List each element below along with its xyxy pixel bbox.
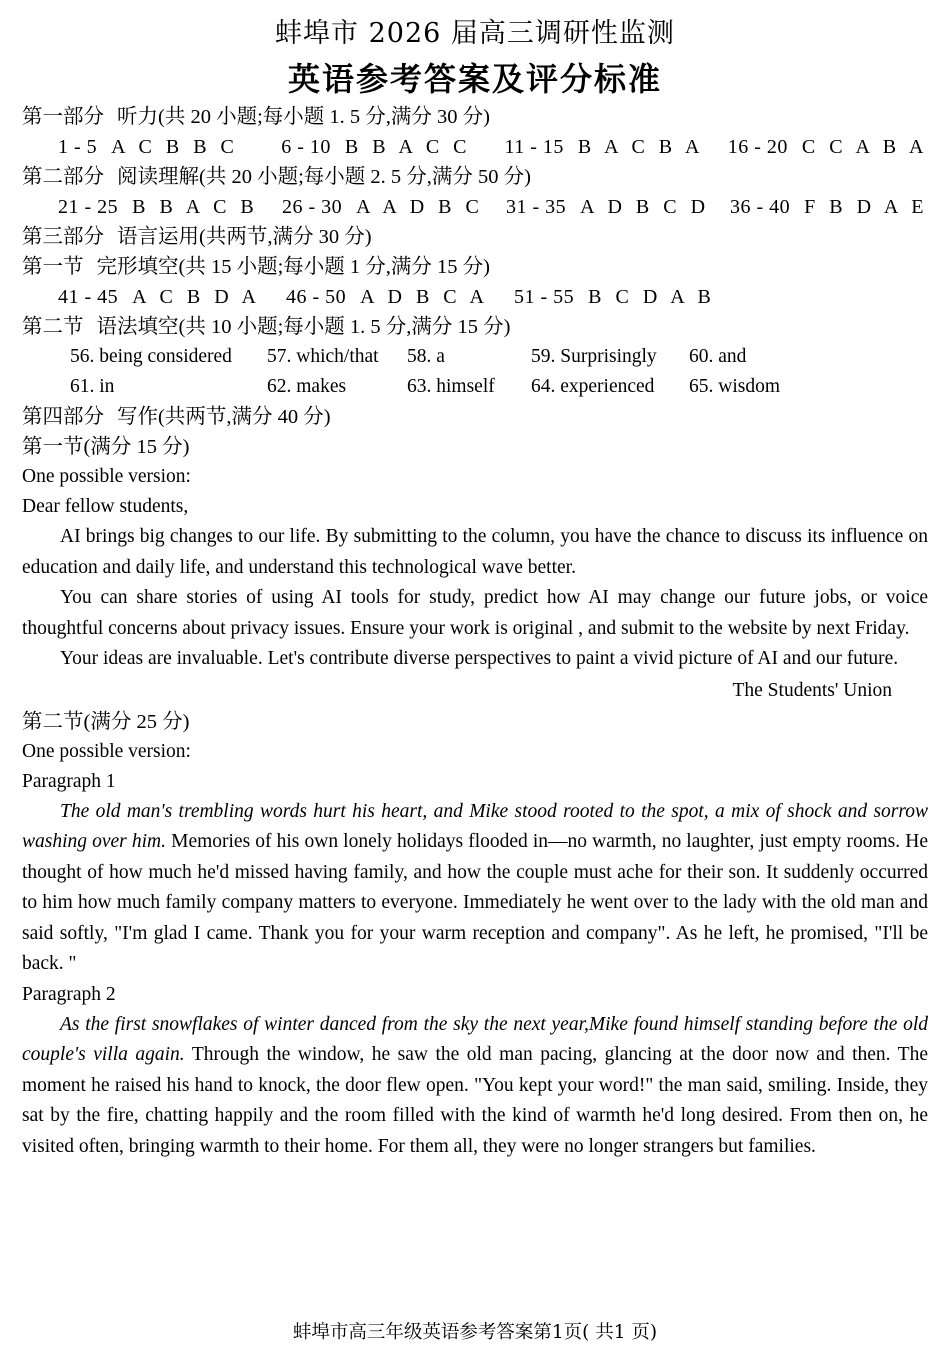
answer-group xyxy=(730,192,928,222)
answer-letters: B B A C C xyxy=(344,136,472,158)
grammar-answer-row xyxy=(22,372,928,402)
answer-letters: A D B C D xyxy=(580,196,710,218)
answer-letters: B A C B A xyxy=(577,136,704,158)
continuation-paragraph-1 xyxy=(22,797,928,980)
exam-title: 蚌埠市 2026 届高三调研性监测 xyxy=(275,18,675,49)
part4-heading-label: 第四部分 xyxy=(22,406,104,428)
grammar-answer: 63. himself xyxy=(407,376,495,397)
possible-version-label: One possible version: xyxy=(22,740,191,762)
answer-group xyxy=(58,132,281,162)
part3-heading-name: 语言运用(共两节,满分 30 分) xyxy=(117,226,372,248)
answer-range: 46 - 50 xyxy=(286,286,347,308)
answer-group xyxy=(282,192,506,222)
answer-range: 6 - 10 xyxy=(281,136,331,158)
answer-range: 1 - 5 xyxy=(58,136,98,158)
part2-heading-label: 第二部分 xyxy=(22,166,104,188)
part4-heading-name: 写作(共两节,满分 40 分) xyxy=(117,406,331,428)
letter-paragraph: AI brings big changes to our life. By submitting to the column, you have the chance to discuss its influence on education and daily life, and understand this technological wave better. xyxy=(22,526,928,578)
grammar-answer: 62. makes xyxy=(267,376,347,397)
part3-section1-label: 第一节 xyxy=(22,256,84,278)
grammar-answer: 64. experienced xyxy=(531,376,655,397)
answer-range: 31 - 35 xyxy=(505,196,567,218)
part4-heading xyxy=(22,402,928,432)
answer-group xyxy=(58,282,286,312)
answer-range: 16 - 20 xyxy=(727,136,788,158)
paragraph1-label: Paragraph 1 xyxy=(22,770,116,792)
answer-range: 36 - 40 xyxy=(729,196,791,218)
answer-group xyxy=(58,192,282,222)
letter-body xyxy=(22,522,928,675)
page-footer: 蚌埠市高三年级英语参考答案第1页( 共1 页) xyxy=(292,1322,658,1343)
possible-version-label: One possible version: xyxy=(22,466,191,487)
continuation-paragraph-2 xyxy=(22,1010,928,1163)
answer-range: 26 - 30 xyxy=(281,196,343,218)
paragraph1-lead-sentence: The old man's trembling words hurt his heart, and Mike stood rooted to the spot, a mix of shock and sorrow washing over him. xyxy=(22,800,928,852)
answer-letters: B B A C B xyxy=(132,196,259,218)
cloze-answer-row xyxy=(22,282,928,312)
page-title: 英语参考答案及评分标准 xyxy=(287,61,662,97)
answer-group xyxy=(728,132,928,162)
part3-section1-heading xyxy=(22,252,928,282)
answer-letters: F B D A E xyxy=(804,196,928,218)
part4-section1-heading: 第一节(满分 15 分) xyxy=(22,436,190,458)
part3-section1-name: 完形填空(共 15 小题;每小题 1 分,满分 15 分) xyxy=(96,256,490,278)
grammar-answer: 58. a xyxy=(407,346,445,367)
answer-letters: A A D B C xyxy=(356,196,484,218)
grammar-answer: 57. which/that xyxy=(267,346,379,367)
grammar-answer: 56. being considered xyxy=(70,346,232,367)
part1-heading-name: 听力(共 20 小题;每小题 1. 5 分,满分 30 分) xyxy=(117,106,490,128)
answer-group xyxy=(281,132,504,162)
part3-section2-name: 语法填空(共 10 小题;每小题 1. 5 分,满分 15 分) xyxy=(96,316,511,338)
continuation-text xyxy=(22,797,928,980)
part4-section2-heading: 第二节(满分 25 分) xyxy=(22,710,190,733)
answer-range: 21 - 25 xyxy=(58,196,119,218)
part3-section2-label: 第二节 xyxy=(22,316,84,338)
answer-letters: A D B C A xyxy=(360,286,489,308)
letter-salutation: Dear fellow students, xyxy=(22,496,189,517)
grammar-answer: 59. Surprisingly xyxy=(531,346,657,367)
part2-heading xyxy=(22,162,928,192)
letter-signature: The Students' Union xyxy=(732,679,892,701)
answer-group xyxy=(506,192,730,222)
part1-answer-row xyxy=(22,132,928,162)
paragraph2-lead-sentence: As the first snowflakes of winter danced from the sky the next year,Mike found himself standing before the old couple's villa again. xyxy=(22,1013,928,1065)
paragraph1-body-text: Memories of his own lonely holidays flooded in—no warmth, no laughter, just empty rooms. He thought of how much he'd missed having family, and how the couple must ache for their son. It suddenly occurred to him how much family company matters to everyone. Immediately he went over to the lady with the old man and said softly, "I'm glad I came. Thank you for your warm reception and company". As he left, he promised, "I'll be back. " xyxy=(22,831,928,974)
continuation-text xyxy=(22,1010,928,1163)
grammar-answer: 60. and xyxy=(689,346,747,367)
part2-answer-row xyxy=(22,192,928,222)
grammar-answer: 65. wisdom xyxy=(689,376,781,397)
answer-range: 41 - 45 xyxy=(58,286,119,308)
letter-paragraph: You can share stories of using AI tools for study, predict how AI may change our future jobs, or voice thoughtful concerns about privacy issues. Ensure your work is original , and submit to the website by next Friday. xyxy=(22,587,928,639)
grammar-answer: 61. in xyxy=(70,376,115,397)
part1-heading-label: 第一部分 xyxy=(22,106,104,128)
answer-range: 11 - 15 xyxy=(504,136,564,158)
grammar-answer-row xyxy=(22,342,928,372)
part3-heading-label: 第三部分 xyxy=(22,226,104,248)
part1-heading xyxy=(22,102,928,132)
answer-letters: A C B B C xyxy=(111,136,239,158)
paragraph2-label: Paragraph 2 xyxy=(22,983,116,1005)
answer-letters: A C B D A xyxy=(132,286,261,308)
paragraph2-body-text: Through the window, he saw the old man pacing, glancing at the door now and then. The moment he raised his hand to knock, the door flew open. "You kept your word!" the man said, smiling. Inside, they sat by the fire, chatting happily and the room filled with the kind of warmth he'd long desired. From then on, he visited often, bringing warmth to their home. For them all, they were no longer strangers but families. xyxy=(22,1044,928,1157)
letter-paragraph: Your ideas are invaluable. Let's contribute diverse perspectives to paint a vivid picture of AI and our future. xyxy=(60,648,899,669)
answer-letters: C C A B A xyxy=(801,136,928,158)
answer-group xyxy=(514,282,715,312)
answer-group xyxy=(286,282,514,312)
part3-heading xyxy=(22,222,928,252)
part2-heading-name: 阅读理解(共 20 小题;每小题 2. 5 分,满分 50 分) xyxy=(117,166,531,188)
answer-group xyxy=(504,132,727,162)
answer-range: 51 - 55 xyxy=(514,286,575,308)
answer-letters: B C D A B xyxy=(588,286,716,308)
part3-section2-heading xyxy=(22,312,928,342)
